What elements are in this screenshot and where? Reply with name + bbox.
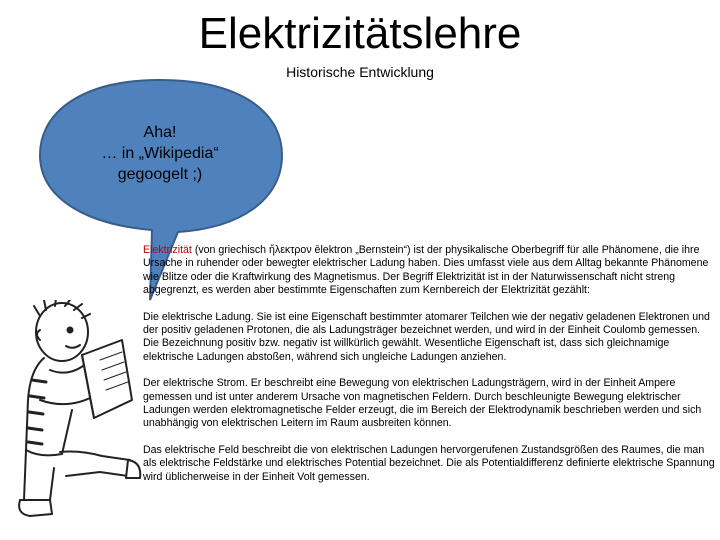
term-feld: Das elektrische Feld xyxy=(143,443,239,456)
page-subtitle: Historische Entwicklung xyxy=(286,64,434,80)
bubble-line-1: Aha! xyxy=(143,124,177,141)
paragraph-text: . Sie ist eine Eigenschaft bestimmter atomarer Teilchen wie der negativ geladenen Elektronen und der positiv geladenen Protonen, die als Ladungsträger bezeichnet werden, und wird in der Einheit Coulomb gemessen. Die Bezeichnung positiv bzw. negativ ist willkürlich gewählt. Wesentliche Eigenschaft ist, dass sich gleichnamige elektrische Ladungen abstoßen, während sich ungleiche Ladungen anziehen. xyxy=(143,310,710,363)
paragraph-elektrizitaet xyxy=(143,244,715,298)
bubble-line-2: … in „Wikipedia“ xyxy=(101,145,219,162)
paragraph-feld xyxy=(143,444,715,484)
reading-figure-illustration xyxy=(10,300,145,535)
paragraph-strom xyxy=(143,377,715,431)
page-title: Elektrizitätslehre xyxy=(198,9,522,58)
paragraph-ladung xyxy=(143,311,715,365)
term-ladung: Die elektrische Ladung xyxy=(143,310,251,323)
paragraph-text: beschreibt die von elektrischen Ladungen hervorgerufenen Zustandsgrößen des Raumes, die man als elektrische Feldstärke und elektrisches Potential bezeichnet. Die als Potentialdifferenz definierte elektrische Spannung wird üblicherweise in der Einheit Volt gemessen. xyxy=(143,443,715,483)
paragraph-text: Dies umfasst viele aus dem Alltag bekannte Phänomene wie Blitze oder die Kraftwirkung des Magnetismus. Der Begriff Elektrizität ist in der Naturwissenschaft nicht streng abgegrenzt, es werden aber bestimmte Eigenschaften zum Kernbereich der Elektrizität gezählt: xyxy=(143,257,709,297)
paragraph-lead: (von griechisch ἤλεκτρον ēlektron „Bernstein“) ist der physikalische Oberbegriff für alle Phänomene, die ihre Ursache in ruhender oder bewegter elektrischer Ladung haben. xyxy=(143,244,700,270)
term-strom: Der elektrische Strom xyxy=(143,377,245,390)
term-elektrizitaet: Elektrizität xyxy=(143,244,192,256)
speech-bubble-text xyxy=(60,122,260,185)
paragraph-text: . Er beschreibt eine Bewegung von elektrischen Ladungsträgern, wird in der Einheit Ampere gemessen und ist unter anderem Ursache von magnetischen Feldern. Durch beschleunigte Bewegung elektrischer Ladungen werden elektromagnetische Felder erzeugt, die im Bereich der Elektrodynamik beschrieben werden und sich unabhängig von elektrischen Leitern im Raum ausbreiten können. xyxy=(143,377,702,430)
article-body xyxy=(143,244,715,497)
bubble-line-3: gegoogelt ;) xyxy=(117,166,203,183)
